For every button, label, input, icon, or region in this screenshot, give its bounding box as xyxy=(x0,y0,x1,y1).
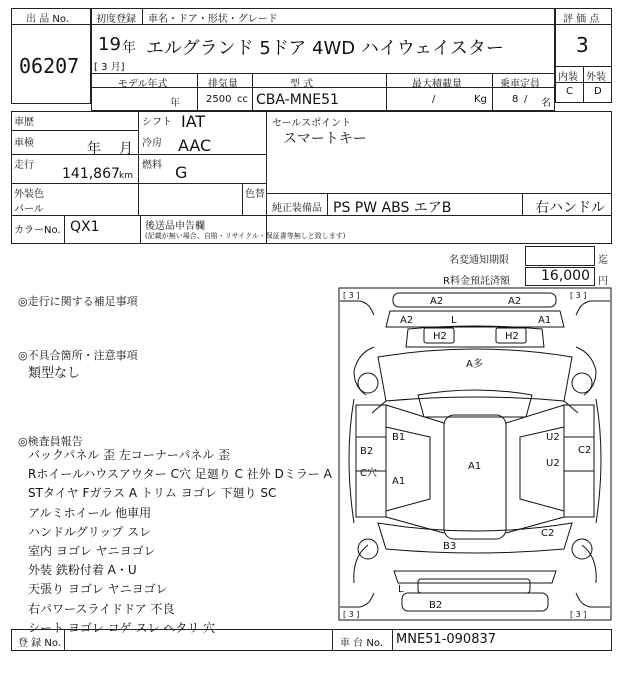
hood-mark: A多 xyxy=(466,359,483,370)
right-door-u2-rear: U2 xyxy=(546,458,560,469)
load-unit: Kg xyxy=(474,94,487,105)
inspector-report-line: バックパネル 歪 左コーナーパネル 歪 xyxy=(28,448,231,462)
inspection-year: 年 xyxy=(87,141,101,157)
color-no-label: カラーNo. xyxy=(14,225,61,236)
front-bumper-right: A2 xyxy=(508,296,522,307)
r-fee-unit: 円 xyxy=(598,276,608,287)
r-fee-label: R料金預託済額 xyxy=(443,276,510,287)
right-side-c2: C2 xyxy=(578,445,592,456)
interior-grade: C xyxy=(566,86,573,97)
headlamp-right: H2 xyxy=(505,331,519,342)
inspector-report-line: アルミホイール 他車用 xyxy=(28,505,152,520)
model-code: CBA-MNE51 xyxy=(256,92,339,108)
load-separator: / xyxy=(432,94,436,105)
model-year-label: モデル年式 xyxy=(118,79,168,90)
color-label: 外装色 xyxy=(14,189,44,200)
headlamp-left: H2 xyxy=(433,331,447,342)
inspector-heading: ◎検査員報告 xyxy=(18,435,83,448)
model-label: 型 式 xyxy=(290,79,314,90)
car-name-label: 車名・ドア・形状・グレード xyxy=(148,14,278,25)
max-load-label: 最大積載量 xyxy=(412,79,462,90)
inspector-report-line: ハンドルグリップ スレ xyxy=(28,524,152,539)
inspector-report-line: 天張り ヨゴレ ヤニヨゴレ xyxy=(28,582,168,597)
capacity-value: 8 xyxy=(512,94,519,105)
rear-gate-mark: B3 xyxy=(443,541,457,552)
reg-year: 19 xyxy=(98,34,121,55)
sales-point-label: セールスポイント xyxy=(272,118,352,129)
roof-mark: A1 xyxy=(468,461,482,472)
displacement-value: 2500 xyxy=(206,94,232,105)
equipment-label: 純正装備品 xyxy=(272,203,322,214)
deadline-unit: 迄 xyxy=(598,255,608,266)
color-value: パール xyxy=(14,204,44,215)
overall-grade: 3 xyxy=(576,33,589,57)
front-right-mark: A1 xyxy=(538,315,552,326)
shift-value: IAT xyxy=(181,112,206,131)
car-name: エルグランド 5ドア 4WD ハイウェイスター xyxy=(146,38,504,59)
exterior-grade: D xyxy=(594,86,602,97)
displacement-unit: cc xyxy=(237,94,248,105)
diagram-frame xyxy=(339,288,611,620)
sales-point-value: スマートキー xyxy=(283,131,367,147)
mileage-unit: km xyxy=(119,171,133,181)
driving-notes-heading: ◎走行に関する補足事項 xyxy=(18,295,138,308)
reg-month: [ 3 月] xyxy=(94,62,125,73)
left-door-b1: B1 xyxy=(392,432,406,443)
shift-label: シフト xyxy=(142,117,172,128)
right-door-u2-front: U2 xyxy=(546,432,560,443)
fuel-label: 燃料 xyxy=(142,160,162,171)
r-fee-value: 16,000 xyxy=(541,268,590,284)
post-label: 後送品申告欄 xyxy=(145,221,205,232)
rear-bumper-mark: B2 xyxy=(429,600,443,611)
grade-label: 評 価 点 xyxy=(563,14,600,25)
model-year-unit: 年 xyxy=(170,98,180,109)
mileage-label: 走行 xyxy=(14,160,34,171)
corner-rl: [ 3 ] xyxy=(343,610,360,619)
inspector-report-line: Rホイールハウスアウター C穴 足廻り C 社外 Dミラー A xyxy=(28,467,332,482)
inspector-report-line: シート ヨゴレ コゲ スレ ヘタリ 穴 xyxy=(28,620,216,635)
front-center-mark: L xyxy=(451,315,457,326)
rear-corner-mark: C2 xyxy=(541,528,555,539)
lot-label: 出 品 No. xyxy=(26,14,69,25)
inspector-report-line: 外装 鉄粉付着 A・U xyxy=(28,563,137,578)
capacity-unit: 名 xyxy=(541,98,551,109)
capacity-separator: / xyxy=(524,94,528,105)
inspection-label: 車検 xyxy=(14,138,34,149)
reg-year-unit: 年 xyxy=(122,40,136,56)
inspector-report-line: 右パワースライドドア 不良 xyxy=(28,601,175,616)
interior-label: 内装 xyxy=(558,72,578,83)
reg-no-label: 登 録 No. xyxy=(18,638,61,649)
ac-label: 冷房 xyxy=(142,138,162,149)
inspection-month: 月 xyxy=(119,141,133,157)
history-label: 車歴 xyxy=(14,117,34,128)
corner-fr: [ 3 ] xyxy=(570,291,587,300)
car-damage-diagram xyxy=(338,287,612,621)
deadline-label: 名変通知期限 xyxy=(449,255,509,266)
color-change-label: 色替 xyxy=(245,189,265,200)
capacity-label: 乗車定員 xyxy=(500,79,540,90)
defect-heading: ◎不具合箇所・注意事項 xyxy=(18,349,138,362)
deadline-field xyxy=(525,246,595,266)
defect-text: 類型なし xyxy=(28,366,81,381)
rear-left-mark: L xyxy=(398,584,404,595)
footer-box xyxy=(11,629,612,651)
exterior-label: 外装 xyxy=(586,72,606,83)
color-no-value: QX1 xyxy=(70,219,100,235)
fuel-value: G xyxy=(175,163,188,182)
left-door-a1: A1 xyxy=(392,476,406,487)
ac-value: AAC xyxy=(178,136,212,155)
front-bumper-left: A2 xyxy=(430,296,444,307)
post-note: (記載が無い場合、自賠・リサイクル・保証書等無しと致します) xyxy=(145,232,346,240)
front-left-mark: A2 xyxy=(400,315,414,326)
corner-rr: [ 3 ] xyxy=(570,610,587,619)
mileage-value: 141,867 xyxy=(62,166,120,182)
chassis-number: MNE51-090837 xyxy=(396,632,497,647)
corner-fl: [ 3 ] xyxy=(343,291,360,300)
lot-number: 06207 xyxy=(19,54,80,78)
first-reg-label: 初度登録 xyxy=(96,14,136,25)
chassis-label: 車 台 No. xyxy=(340,638,383,649)
displacement-label: 排気量 xyxy=(208,79,238,90)
inspector-report-line: 室内 ヨゴレ ヤニヨゴレ xyxy=(28,544,156,558)
inspector-report-line: STタイヤ Fガラス A トリム ヨゴレ 下廻り SC xyxy=(28,486,277,501)
left-side-c: C穴 xyxy=(360,468,377,479)
steering-value: 右ハンドル xyxy=(535,200,605,216)
equipment-value: PS PW ABS エアB xyxy=(333,200,452,216)
left-side-b2: B2 xyxy=(360,446,374,457)
